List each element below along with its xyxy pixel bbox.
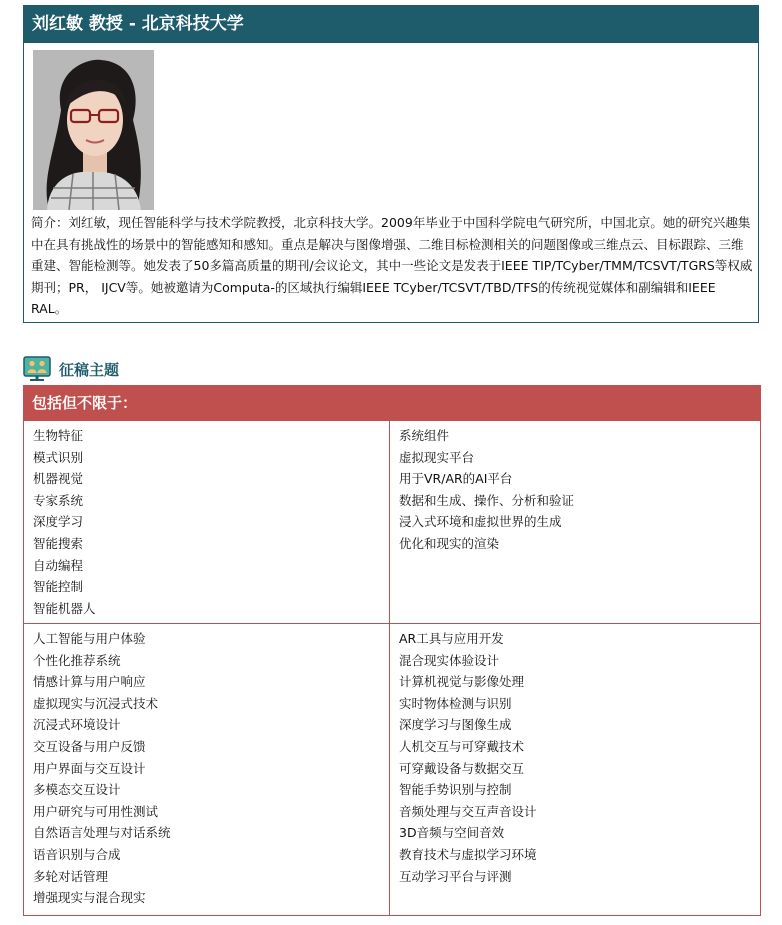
- topic-item: 深度学习: [33, 514, 84, 530]
- topic-item: 虚拟现实与沉浸式技术: [33, 695, 159, 711]
- topic-item: 用户研究与可用性测试: [33, 803, 159, 819]
- topic-item: 深度学习与图像生成: [399, 717, 512, 733]
- topic-item: 沉浸式环境设计: [33, 717, 121, 733]
- topic-item: 实时物体检测与识别: [399, 695, 512, 711]
- topics-cell-bottom-right: [390, 624, 760, 915]
- topic-item: 系统组件: [399, 428, 450, 443]
- topics-grid: [24, 421, 760, 915]
- topics-cell-top-right: [390, 421, 760, 624]
- topic-item: 自动编程: [33, 557, 84, 573]
- topics-header: 包括但不限于：: [24, 386, 760, 421]
- topic-item: 模式识别: [33, 449, 84, 465]
- topic-item: 个性化推荐系统: [33, 652, 121, 668]
- profile-title: 刘红敏 教授 - 北京科技大学: [24, 6, 758, 43]
- topics-cell-top-left: [24, 421, 390, 624]
- topic-item: 计算机视觉与影像处理: [399, 674, 525, 690]
- topics-table: [23, 385, 761, 916]
- topic-item: 机器视觉: [33, 471, 84, 487]
- topic-item: 数据和生成、操作、分析和验证: [399, 492, 575, 508]
- topic-item: 可穿戴设备与数据交互: [399, 760, 525, 776]
- topic-item: 用户界面与交互设计: [33, 760, 146, 776]
- topic-item: 情感计算与用户响应: [33, 674, 146, 690]
- topic-item: 多轮对话管理: [33, 868, 109, 884]
- topic-item: 优化和现实的渲染: [399, 535, 500, 551]
- topic-item: 互动学习平台与评测: [399, 868, 512, 884]
- topic-item: 浸入式环境和虚拟世界的生成: [399, 514, 562, 530]
- topic-item: 增强现实与混合现实: [33, 890, 146, 906]
- profile-bio: 简介：刘红敏，现任智能科学与技术学院教授，北京科技大学。2009年毕业于中国科学院电气研究所，中国北京。她的研究兴趣集中在具有挑战性的场景中的智能感知和感知。重点是解决与图像增强、二维目标检测相关的问题图像或三维点云、目标跟踪、三维重建、智能检测等。她发表了50多篇高质量的期刊/会议论文，其中一些论文是发表于IEEE TIP/TCyber/TMM/TCSVT/TGRS等权威期刊；PR， IJCV等。她被邀请为Computa-的区域执行编辑IEEE TCyber/TCSVT/TBD/TFS的传统视觉媒体和副编辑和IEEE RAL。: [31, 215, 753, 316]
- section-heading: [23, 356, 119, 382]
- topic-item: 交互设备与用户反馈: [33, 738, 146, 754]
- topic-item: AR工具与应用开发: [399, 631, 504, 646]
- topic-item: 混合现实体验设计: [399, 652, 500, 668]
- topic-item: 人机交互与可穿戴技术: [399, 738, 525, 754]
- presentation-icon: [23, 356, 51, 382]
- topic-item: 教育技术与虚拟学习环境: [399, 846, 537, 862]
- section-title: 征稿主题: [59, 360, 120, 379]
- topic-item: 智能搜索: [33, 535, 84, 551]
- topic-item: 专家系统: [33, 492, 84, 508]
- portrait-image: [33, 50, 154, 210]
- profile-card: [23, 5, 759, 323]
- topic-item: 人工智能与用户体验: [33, 631, 146, 646]
- topic-item: 自然语言处理与对话系统: [33, 825, 171, 841]
- topic-item: 音频处理与交互声音设计: [399, 803, 537, 819]
- topic-item: 多模态交互设计: [33, 782, 121, 798]
- topic-item: 用于VR/AR的AI平台: [399, 471, 513, 487]
- topic-item: 虚拟现实平台: [399, 449, 475, 465]
- topic-item: 智能手势识别与控制: [399, 782, 512, 798]
- topic-item: 智能控制: [33, 579, 84, 595]
- topics-cell-bottom-left: [24, 624, 390, 915]
- topic-item: 生物特征: [33, 428, 84, 443]
- topic-item: 语音识别与合成: [33, 846, 121, 862]
- topic-item: 3D音频与空间音效: [399, 825, 505, 841]
- profile-photo: [33, 50, 154, 210]
- topic-item: 智能机器人: [33, 600, 96, 616]
